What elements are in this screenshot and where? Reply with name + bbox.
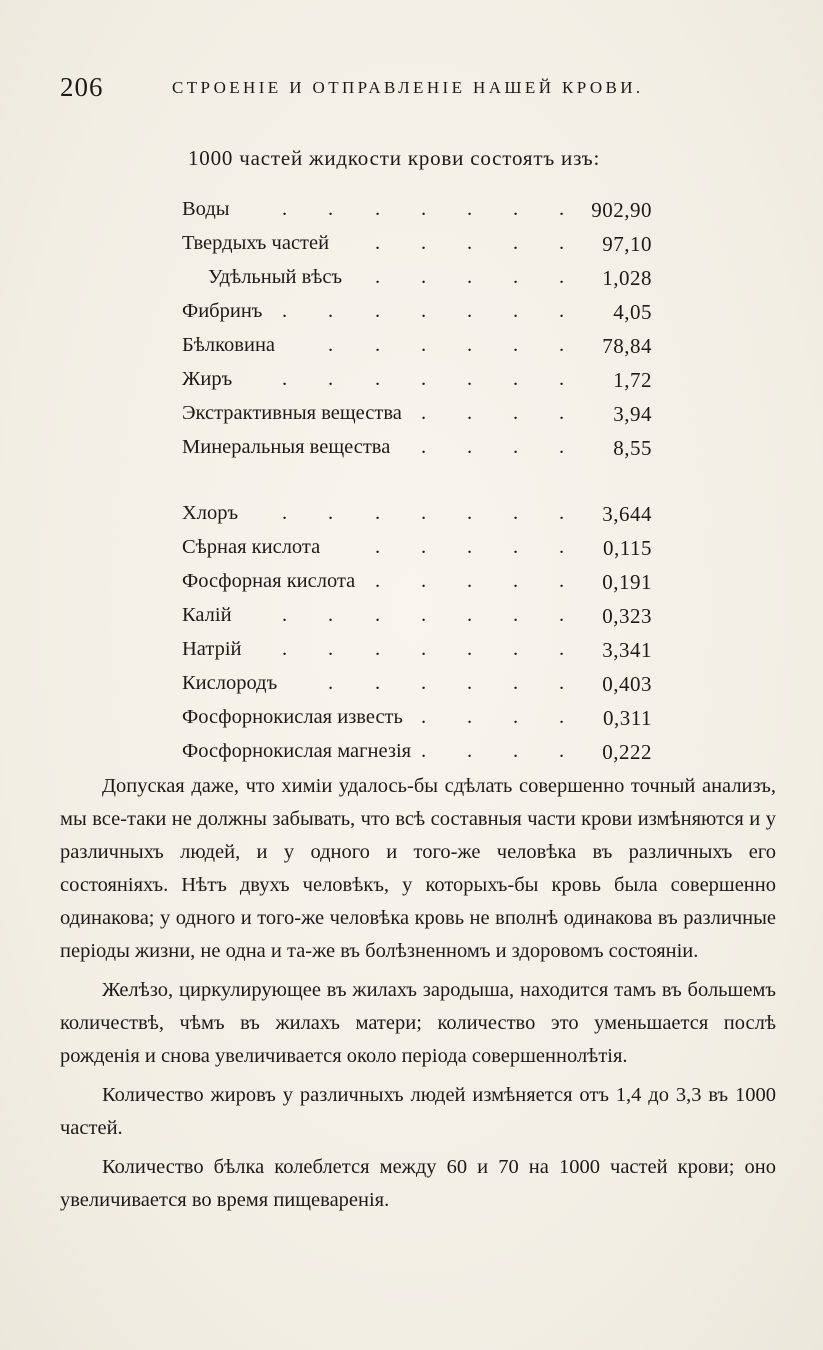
leader-dot: . [467,300,473,322]
leader-dot: . [467,706,473,728]
leader-dot: . [513,402,519,424]
table-row [182,368,662,402]
leader-dot: . [375,604,381,626]
page-number: 206 [60,72,104,102]
leader-dot: . [421,672,427,694]
row-label: Экстрактивныя вещества [182,402,402,424]
leader-dot: . [559,334,565,356]
row-value: 1,72 [613,368,652,392]
paragraph: Желѣзо, циркулирующее въ жилахъ зародыша, находится тамъ въ большемъ количествѣ, чѣмъ въ жилахъ матери; количество это уменьшается послѣ рожденія и снова увеличивается около періода совершеннолѣтія. [60,979,776,1067]
leader-dot: . [513,334,519,356]
leader-dot: . [513,570,519,592]
leader-dot: . [467,502,473,524]
paragraph: Допуская даже, что химіи удалось-бы сдѣлать совершенно точный анализъ, мы все-таки не должны забывать, что всѣ составныя части крови измѣняются и у различныхъ людей, и у одного и того-же человѣка въ различныхъ его состояніяхъ. Нѣтъ двухъ человѣкъ, у которыхъ-бы кровь была совершенно одинакова; у одного и того-же человѣка кровь не вполнѣ одинакова въ различные періоды жизни, не одна и та-же въ болѣзненномъ и здоровомъ состояніи. [60,775,776,962]
paragraph: Количество бѣлка колеблется между 60 и 70 на 1000 частей крови; оно увеличивается во время пищеваренія. [60,1156,776,1211]
leader-dot: . [282,502,288,524]
leader-dot: . [559,232,565,254]
leader-dot: . [559,570,565,592]
leader-dot: . [513,740,519,762]
page-header [60,72,760,106]
row-value: 78,84 [602,334,652,358]
row-label: Жиръ [182,368,233,390]
leader-dot: . [513,536,519,558]
table-row [182,536,662,570]
row-label: Натрій [182,638,242,660]
row-value: 902,90 [591,198,652,222]
leader-dot: . [559,300,565,322]
row-label: Кислородъ [182,672,278,694]
row-label: Удѣльный вѣсъ [208,266,343,288]
leader-dot: . [467,740,473,762]
leader-dot: . [421,300,427,322]
row-value: 0,403 [602,672,652,696]
leader-dot: . [421,368,427,390]
row-label: Бѣлковина [182,334,276,356]
leader-dot: . [328,502,334,524]
leader-dot: . [375,300,381,322]
row-value: 0,191 [602,570,652,594]
table-title: 1000 частей жидкости крови состоятъ изъ: [188,146,601,170]
table-row [182,672,662,706]
table-row [182,604,662,638]
leader-dot: . [421,638,427,660]
leader-dot: . [467,672,473,694]
row-label: Фосфорнокислая известь [182,706,403,728]
leader-dot: . [328,604,334,626]
leader-dot: . [559,706,565,728]
row-label: Фибринъ [182,300,263,322]
leader-dot: . [467,334,473,356]
leader-dot: . [467,570,473,592]
leader-dot: . [559,368,565,390]
leader-dot: . [513,266,519,288]
leader-dot: . [513,300,519,322]
table-row [182,334,662,368]
table-row [182,266,662,300]
table-row [182,502,662,536]
leader-dot: . [328,334,334,356]
row-value: 3,94 [613,402,652,426]
leader-dot: . [282,638,288,660]
leader-dot: . [513,436,519,458]
leader-dot: . [559,638,565,660]
row-label: Твердыхъ частей [182,232,330,254]
body-text [60,770,776,1223]
leader-dot: . [559,502,565,524]
leader-dot: . [375,198,381,220]
leader-dot: . [328,198,334,220]
leader-dot: . [421,198,427,220]
leader-dot: . [421,436,427,458]
leader-dot: . [421,706,427,728]
row-value: 3,341 [602,638,652,662]
leader-dot: . [421,232,427,254]
paragraph: Количество жировъ у различныхъ людей измѣняется отъ 1,4 до 3,3 въ 1000 частей. [60,1084,776,1139]
table-row [182,436,662,470]
leader-dot: . [421,334,427,356]
leader-dot: . [328,638,334,660]
row-value: 0,311 [603,706,652,730]
leader-dot: . [375,334,381,356]
leader-dot: . [375,502,381,524]
leader-dot: . [282,368,288,390]
leader-dot: . [421,266,427,288]
row-label: Фосфорнокислая магнезія [182,740,412,762]
row-value: 0,222 [602,740,652,764]
leader-dot: . [421,604,427,626]
leader-dot: . [467,266,473,288]
row-value: 97,10 [602,232,652,256]
leader-dot: . [467,604,473,626]
leader-dot: . [421,402,427,424]
row-value: 0,115 [603,536,652,560]
row-value: 0,323 [602,604,652,628]
row-label: Сѣрная кислота [182,536,321,558]
row-value: 8,55 [613,436,652,460]
leader-dot: . [421,502,427,524]
table-row [182,232,662,266]
leader-dot: . [375,672,381,694]
leader-dot: . [375,536,381,558]
leader-dot: . [513,502,519,524]
leader-dot: . [559,198,565,220]
leader-dot: . [513,706,519,728]
leader-dot: . [375,638,381,660]
leader-dot: . [467,402,473,424]
row-label: Воды [182,198,230,220]
leader-dot: . [559,436,565,458]
leader-dot: . [559,672,565,694]
leader-dot: . [282,198,288,220]
leader-dot: . [282,604,288,626]
leader-dot: . [375,232,381,254]
leader-dot: . [375,368,381,390]
table-row [182,300,662,334]
table-row [182,570,662,604]
leader-dot: . [328,368,334,390]
leader-dot: . [467,368,473,390]
leader-dot: . [467,232,473,254]
leader-dot: . [559,402,565,424]
leader-dot: . [513,198,519,220]
row-value: 1,028 [602,266,652,290]
leader-dot: . [559,536,565,558]
leader-dot: . [375,570,381,592]
table-row [182,198,662,232]
leader-dot: . [421,570,427,592]
row-value: 4,05 [613,300,652,324]
table-row [182,402,662,436]
row-value: 3,644 [602,502,652,526]
leader-dot: . [513,368,519,390]
table-row [182,740,662,774]
leader-dot: . [513,232,519,254]
leader-dot: . [467,436,473,458]
leader-dot: . [513,638,519,660]
row-label: Минеральныя вещества [182,436,391,458]
leader-dot: . [559,266,565,288]
leader-dot: . [467,638,473,660]
leader-dot: . [328,300,334,322]
leader-dot: . [559,740,565,762]
leader-dot: . [328,672,334,694]
row-label: Хлоръ [182,502,239,524]
leader-dot: . [375,266,381,288]
leader-dot: . [513,672,519,694]
leader-dot: . [559,604,565,626]
table-row [182,706,662,740]
leader-dot: . [282,300,288,322]
leader-dot: . [467,536,473,558]
table-row [182,638,662,672]
leader-dot: . [467,198,473,220]
row-label: Калій [182,604,232,626]
running-head: СТРОЕНІЕ И ОТПРАВЛЕНІЕ НАШЕЙ КРОВИ. [172,78,644,97]
leader-dot: . [421,536,427,558]
row-label: Фосфорная кислота [182,570,356,592]
leader-dot: . [513,604,519,626]
leader-dot: . [421,740,427,762]
